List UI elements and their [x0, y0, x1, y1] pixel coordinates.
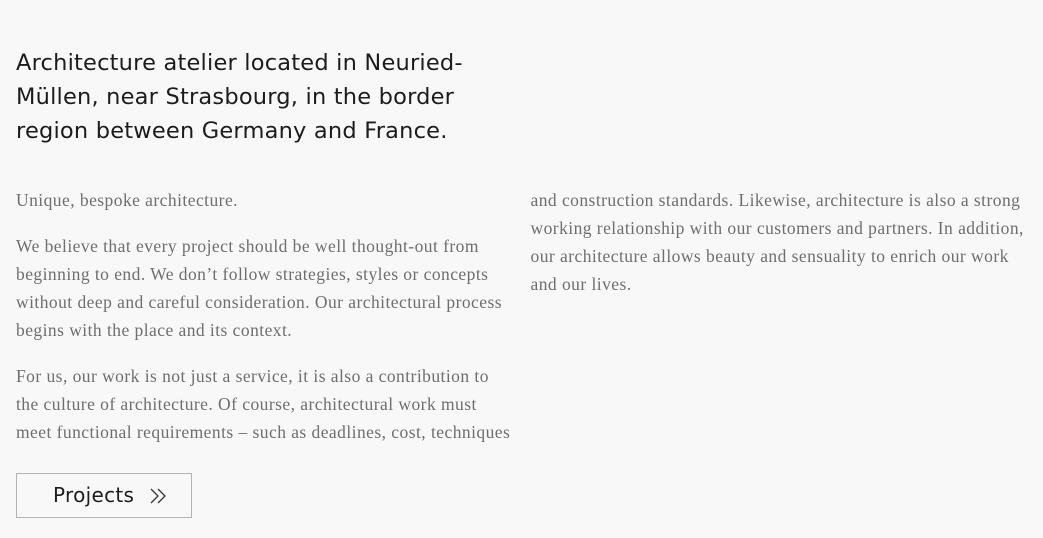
body-text: [16, 186, 1026, 446]
projects-button[interactable]: [16, 473, 192, 518]
body-paragraph-2: We believe that every project should be well thought-out from beginning to end. We don’t follow strategies, styles or concepts without deep and careful consideration. Our architectural process begins with the place and its context.: [16, 236, 503, 340]
body-paragraph-3: For us, our work is not just a service, it is also a contribution to the culture of architecture. Of course, architectural work must meet functional requirements – such as deadlines, cost, techniques and construction standards. Likewise, architecture is also a strong working relationship with our customers and partners. In addition, our architecture allows beauty and sensuality to enrich our work and our lives.: [16, 190, 1024, 442]
double-chevron-right-icon: [149, 488, 169, 504]
intro-headline: Architecture atelier located in Neuried-Müllen, near Strasbourg, in the border region between Germany and France.: [16, 50, 463, 144]
body-paragraph-1: Unique, bespoke architecture.: [16, 190, 238, 210]
projects-button-label: Projects: [53, 483, 135, 507]
